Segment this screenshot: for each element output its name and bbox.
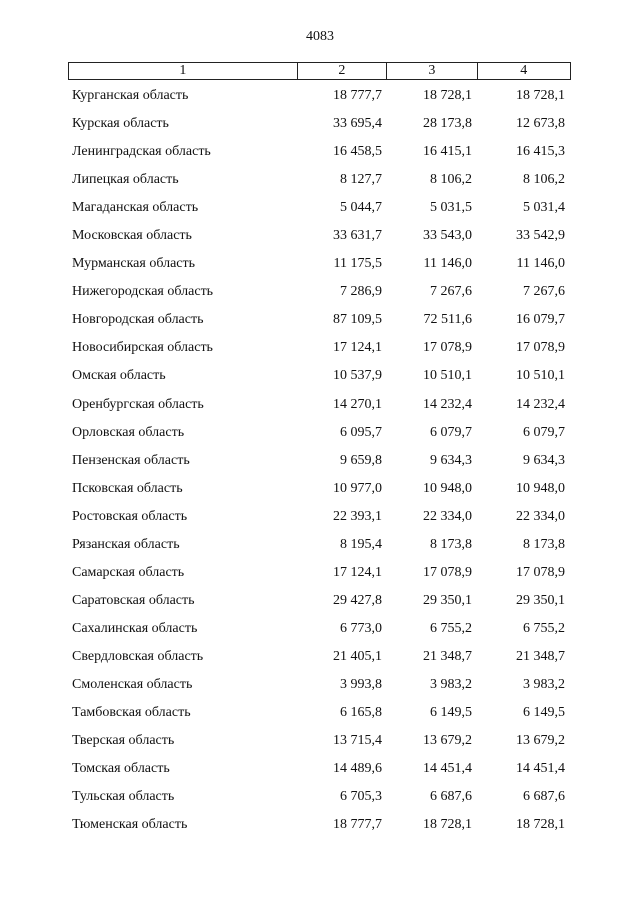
region-name-cell: Курская область [72,116,169,132]
value-cell-column-4: 3 983,2 [523,676,565,692]
value-cell-column-3: 22 334,0 [423,508,472,524]
value-cell-column-2: 8 195,4 [340,536,382,552]
value-cell-column-3: 3 983,2 [430,676,472,692]
table-row [68,649,571,677]
table-header-row [68,62,571,80]
value-cell-column-2: 10 537,9 [333,368,382,384]
value-cell-column-3: 6 687,6 [430,789,472,805]
table-row [68,537,571,565]
region-name-cell: Тамбовская область [72,705,191,721]
value-cell-column-3: 13 679,2 [423,733,472,749]
budget-table [68,62,571,845]
region-name-cell: Смоленская область [72,676,193,692]
value-cell-column-4: 10 948,0 [516,480,565,496]
value-cell-column-4: 10 510,1 [516,368,565,384]
value-cell-column-3: 8 106,2 [430,172,472,188]
value-cell-column-2: 6 705,3 [340,789,382,805]
value-cell-column-4: 6 079,7 [523,424,565,440]
value-cell-column-4: 6 687,6 [523,789,565,805]
value-cell-column-4: 33 542,9 [516,228,565,244]
value-cell-column-4: 13 679,2 [516,733,565,749]
value-cell-column-2: 16 458,5 [333,144,382,160]
region-name-cell: Пензенская область [72,452,190,468]
value-cell-column-3: 72 511,6 [423,312,472,328]
value-cell-column-4: 29 350,1 [516,592,565,608]
column-header-1: 1 [179,63,187,78]
value-cell-column-2: 22 393,1 [333,508,382,524]
value-cell-column-3: 16 415,1 [423,144,472,160]
region-name-cell: Новгородская область [72,312,204,328]
table-row [68,368,571,396]
table-row [68,481,571,509]
table-row [68,425,571,453]
table-row [68,565,571,593]
table-row [68,509,571,537]
table-row [68,116,571,144]
value-cell-column-2: 6 773,0 [340,620,382,636]
table-body [68,88,571,845]
value-cell-column-2: 17 124,1 [333,564,382,580]
value-cell-column-4: 7 267,6 [523,284,565,300]
value-cell-column-4: 9 634,3 [523,452,565,468]
value-cell-column-4: 18 728,1 [516,817,565,833]
table-row [68,621,571,649]
value-cell-column-3: 9 634,3 [430,452,472,468]
column-header-2: 2 [297,63,386,79]
value-cell-column-2: 3 993,8 [340,676,382,692]
region-name-cell: Ленинградская область [72,144,211,160]
region-name-cell: Мурманская область [72,256,196,272]
table-row [68,172,571,200]
region-name-cell: Оренбургская область [72,396,204,412]
value-cell-column-4: 22 334,0 [516,508,565,524]
value-cell-column-3: 29 350,1 [423,592,472,608]
table-row [68,677,571,705]
table-row [68,593,571,621]
value-cell-column-4: 11 146,0 [516,256,565,272]
value-cell-column-2: 29 427,8 [333,592,382,608]
region-name-cell: Рязанская область [72,536,180,552]
table-row [68,453,571,481]
table-row [68,88,571,116]
value-cell-column-3: 6 149,5 [430,705,472,721]
value-cell-column-2: 9 659,8 [340,452,382,468]
table-row [68,705,571,733]
region-name-cell: Тюменская область [72,817,188,833]
value-cell-column-3: 10 948,0 [423,480,472,496]
value-cell-column-3: 7 267,6 [430,284,472,300]
value-cell-column-2: 33 631,7 [333,228,382,244]
region-name-cell: Томская область [72,761,170,777]
value-cell-column-4: 16 079,7 [516,312,565,328]
region-name-cell: Магаданская область [72,200,199,216]
region-name-cell: Ростовская область [72,508,188,524]
table-row [68,312,571,340]
value-cell-column-4: 17 078,9 [516,340,565,356]
value-cell-column-4: 6 149,5 [523,705,565,721]
value-cell-column-4: 16 415,3 [516,144,565,160]
value-cell-column-4: 8 173,8 [523,536,565,552]
region-name-cell: Самарская область [72,564,185,580]
region-name-cell: Саратовская область [72,592,195,608]
table-row [68,340,571,368]
region-name-cell: Нижегородская область [72,284,214,300]
value-cell-column-4: 17 078,9 [516,564,565,580]
value-cell-column-3: 18 728,1 [423,817,472,833]
region-name-cell: Псковская область [72,480,183,496]
value-cell-column-2: 10 977,0 [333,480,382,496]
value-cell-column-4: 14 451,4 [516,761,565,777]
value-cell-column-2: 5 044,7 [340,200,382,216]
value-cell-column-2: 17 124,1 [333,340,382,356]
region-name-cell: Тульская область [72,789,175,805]
region-name-cell: Курганская область [72,88,189,103]
value-cell-column-3: 18 728,1 [423,88,472,103]
table-row [68,761,571,789]
value-cell-column-2: 6 165,8 [340,705,382,721]
value-cell-column-2: 14 270,1 [333,396,382,412]
value-cell-column-2: 33 695,4 [333,116,382,132]
value-cell-column-4: 14 232,4 [516,396,565,412]
value-cell-column-3: 10 510,1 [423,368,472,384]
region-name-cell: Свердловская область [72,648,204,664]
value-cell-column-2: 87 109,5 [333,312,382,328]
value-cell-column-3: 11 146,0 [423,256,472,272]
table-row [68,284,571,312]
table-row [68,397,571,425]
value-cell-column-3: 6 079,7 [430,424,472,440]
value-cell-column-2: 18 777,7 [333,88,382,103]
value-cell-column-2: 18 777,7 [333,817,382,833]
table-row [68,733,571,761]
value-cell-column-4: 8 106,2 [523,172,565,188]
value-cell-column-3: 14 451,4 [423,761,472,777]
region-name-cell: Московская область [72,228,192,244]
value-cell-column-2: 14 489,6 [333,761,382,777]
region-name-cell: Омская область [72,368,166,384]
table-row [68,144,571,172]
value-cell-column-3: 5 031,5 [430,200,472,216]
value-cell-column-2: 6 095,7 [340,424,382,440]
value-cell-column-4: 18 728,1 [516,88,565,103]
value-cell-column-4: 21 348,7 [516,648,565,664]
value-cell-column-2: 7 286,9 [340,284,382,300]
value-cell-column-4: 5 031,4 [523,200,565,216]
value-cell-column-2: 13 715,4 [333,733,382,749]
value-cell-column-3: 6 755,2 [430,620,472,636]
table-row [68,789,571,817]
region-name-cell: Сахалинская область [72,620,198,636]
value-cell-column-3: 17 078,9 [423,340,472,356]
value-cell-column-3: 17 078,9 [423,564,472,580]
table-row [68,817,571,845]
value-cell-column-2: 11 175,5 [333,256,382,272]
value-cell-column-3: 14 232,4 [423,396,472,412]
value-cell-column-2: 21 405,1 [333,648,382,664]
value-cell-column-4: 6 755,2 [523,620,565,636]
region-name-cell: Орловская область [72,424,185,440]
table-row [68,200,571,228]
value-cell-column-2: 8 127,7 [340,172,382,188]
table-row [68,228,571,256]
region-name-cell: Тверская область [72,733,175,749]
value-cell-column-3: 21 348,7 [423,648,472,664]
value-cell-column-4: 12 673,8 [516,116,565,132]
region-name-cell: Новосибирская область [72,340,213,356]
column-header-4: 4 [477,63,570,79]
region-name-cell: Липецкая область [72,172,179,188]
value-cell-column-3: 8 173,8 [430,536,472,552]
column-header-3: 3 [386,63,476,79]
value-cell-column-3: 28 173,8 [423,116,472,132]
page-number: 4083 [306,29,334,44]
value-cell-column-3: 33 543,0 [423,228,472,244]
table-row [68,256,571,284]
